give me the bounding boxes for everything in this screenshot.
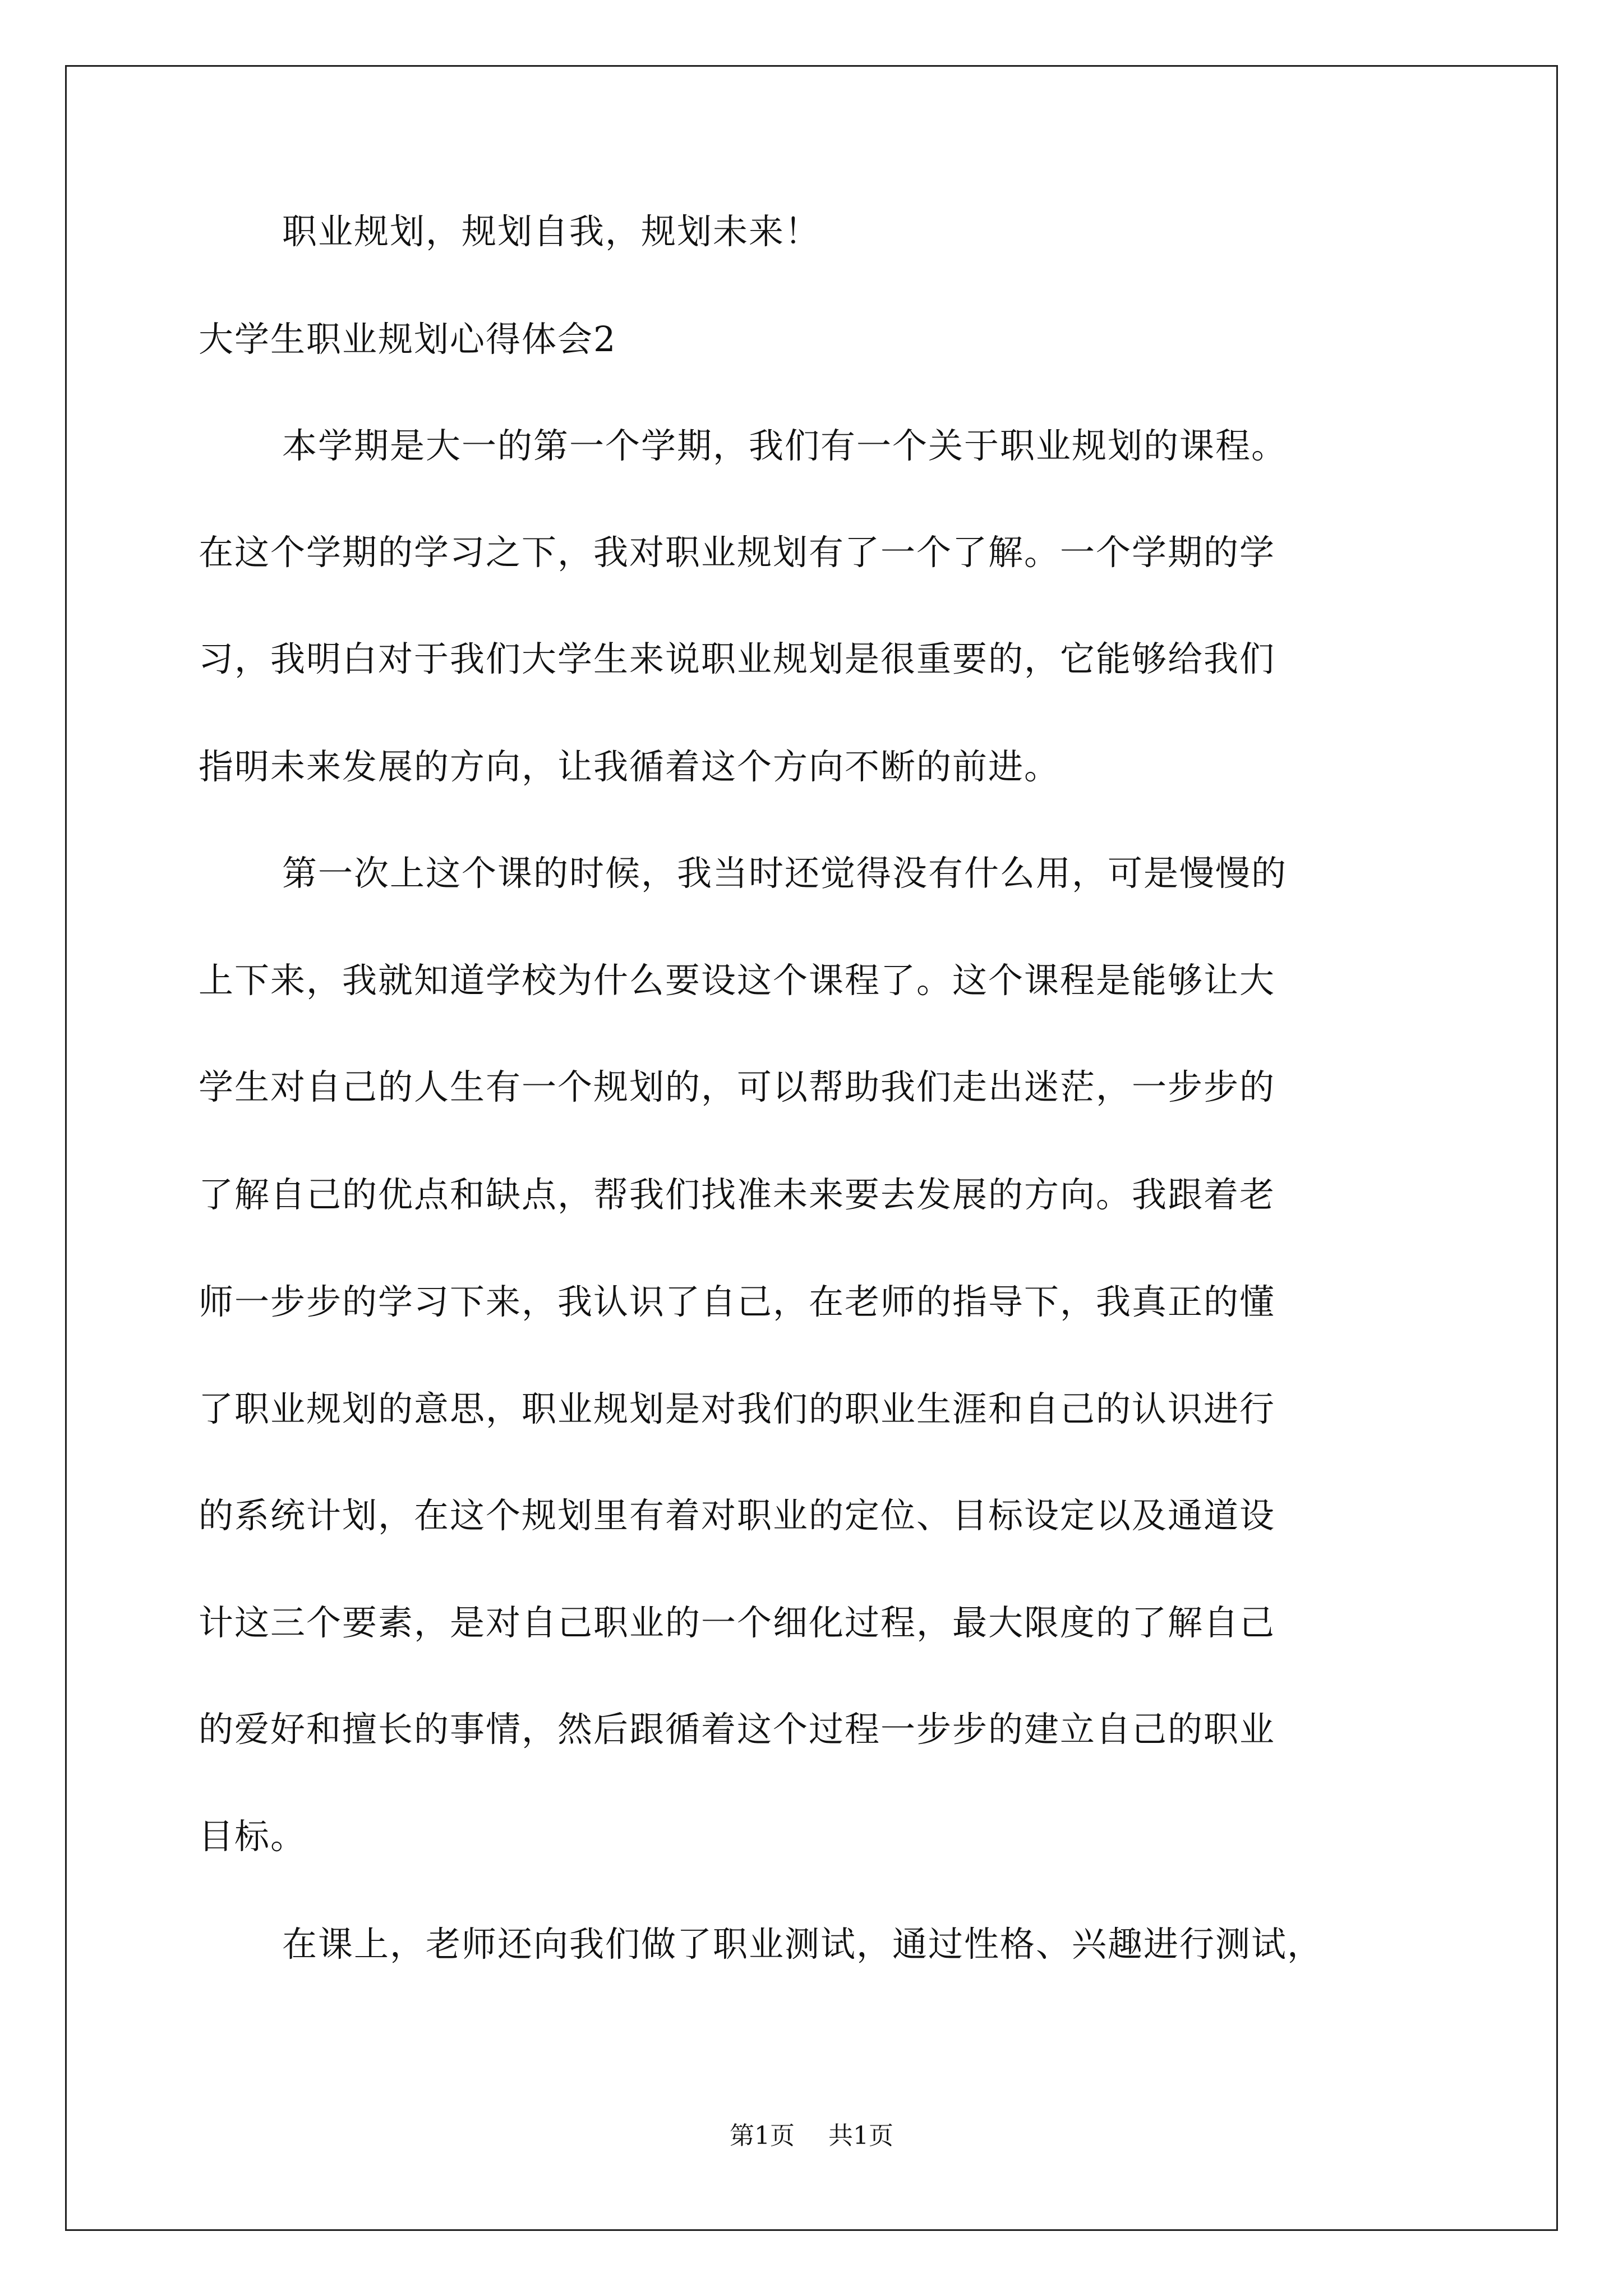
paragraph-line: 计这三个要素，是对自己职业的一个细化过程，最大限度的了解自己: [199, 1602, 1276, 1643]
paragraph-line: 师一步步的学习下来，我认识了自己，在老师的指导下，我真正的懂: [199, 1281, 1276, 1322]
paragraph-line: 在这个学期的学习之下，我对职业规划有了一个了解。一个学期的学: [199, 532, 1276, 573]
paragraph-line: 了解自己的优点和缺点，帮我们找准未来要去发展的方向。我跟着老: [199, 1174, 1276, 1215]
paragraph-line: 习，我明白对于我们大学生来说职业规划是很重要的，它能够给我们: [199, 638, 1276, 679]
paragraph-line: 的系统计划，在这个规划里有着对职业的定位、目标设定以及通道设: [199, 1495, 1276, 1536]
closing-line: 职业规划，规划自我，规划未来！: [282, 211, 821, 252]
paragraph-line: 学生对自己的人生有一个规划的，可以帮助我们走出迷茫，一步步的: [199, 1066, 1276, 1107]
section-heading: 大学生职业规划心得体会2: [199, 319, 617, 360]
paragraph-line: 指明未来发展的方向，让我循着这个方向不断的前进。: [199, 746, 1061, 787]
page-border: [65, 65, 1558, 2231]
paragraph-line: 上下来，我就知道学校为什么要设这个课程了。这个课程是能够让大: [199, 960, 1276, 1001]
paragraph-line: 了职业规划的意思，职业规划是对我们的职业生涯和自己的认识进行: [199, 1388, 1276, 1429]
paragraph-line: 目标。: [199, 1816, 307, 1857]
paragraph-line: 在课上，老师还向我们做了职业测试，通过性格、兴趣进行测试，: [282, 1924, 1324, 1964]
page-footer: [0, 2119, 1623, 2153]
paragraph-line: 的爱好和擅长的事情，然后跟循着这个过程一步步的建立自己的职业: [199, 1709, 1276, 1750]
page-number-current: 第1页: [730, 2122, 795, 2150]
paragraph-line: 本学期是大一的第一个学期，我们有一个关于职业规划的课程。: [282, 425, 1288, 466]
page-number-total: 共1页: [828, 2122, 893, 2150]
paragraph-line: 第一次上这个课的时候，我当时还觉得没有什么用，可是慢慢的: [282, 853, 1288, 894]
